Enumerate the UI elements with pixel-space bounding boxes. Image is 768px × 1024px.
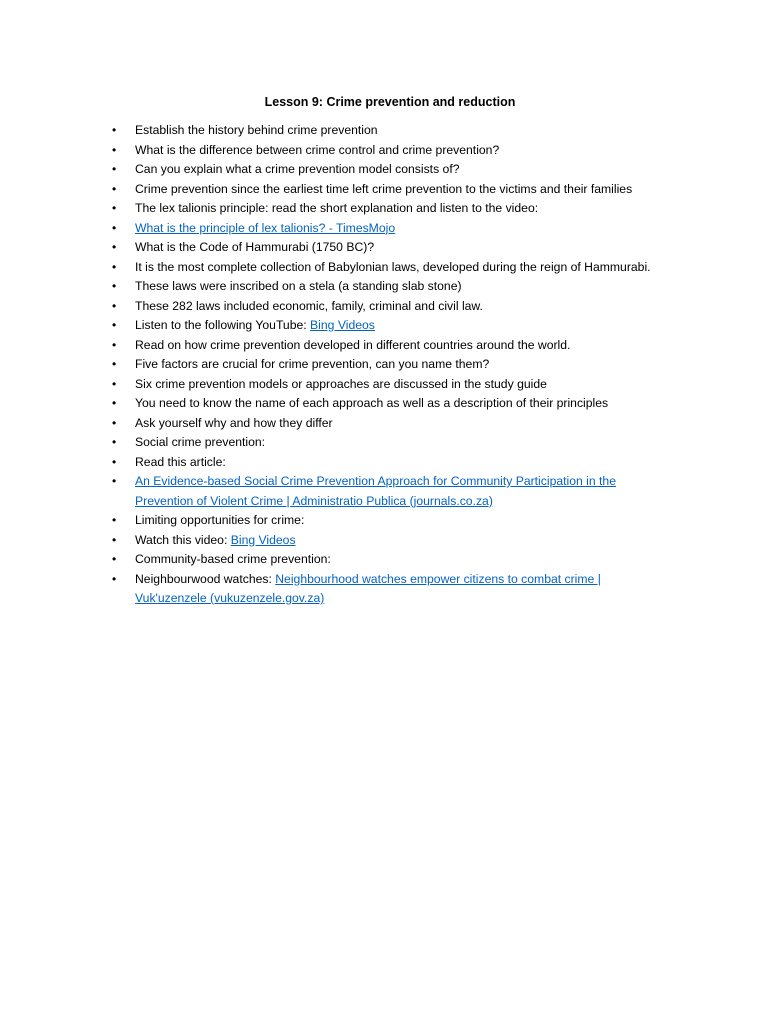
- bullet-icon: •: [112, 240, 117, 254]
- item-text: Neighbourwood watches:: [135, 571, 276, 586]
- bullet-icon: •: [112, 454, 117, 469]
- list-item: [0, 433, 768, 453]
- list-item: [0, 531, 768, 551]
- bullet-icon: •: [112, 318, 117, 332]
- list-item: [0, 355, 768, 375]
- item-text: The lex talionis principle: read the short explanation and listen to the video:: [135, 201, 539, 215]
- list-item: [0, 297, 768, 317]
- link-line-1[interactable]: Neighbourhood watches empower citizens to combat crime |: [275, 571, 601, 586]
- list-item: [0, 550, 768, 570]
- list-item: [0, 160, 768, 180]
- bullet-icon: •: [112, 435, 117, 449]
- item-text: Listen to the following YouTube:: [135, 318, 311, 332]
- bullet-icon: •: [112, 123, 117, 137]
- bullet-icon: •: [112, 162, 117, 176]
- list-item: [0, 414, 768, 434]
- bullet-list: [0, 121, 768, 609]
- item-text: Establish the history behind crime prevention: [135, 123, 378, 137]
- item-text: You need to know the name of each approach as well as a description of their principles: [135, 396, 609, 410]
- bullet-icon: •: [112, 513, 117, 527]
- item-text: What is the Code of Hammurabi (1750 BC)?: [135, 240, 375, 254]
- link-line-2[interactable]: Vuk'uzenzele (vukuzenzele.gov.za): [135, 591, 325, 605]
- list-item: [0, 141, 768, 161]
- bullet-icon: •: [112, 279, 117, 293]
- list-item: [0, 570, 768, 609]
- item-text: Ask yourself why and how they differ: [135, 415, 333, 430]
- bullet-icon: •: [112, 357, 117, 371]
- list-item: [0, 238, 768, 258]
- bullet-icon: •: [112, 337, 117, 352]
- bullet-icon: •: [112, 376, 117, 391]
- lex-talionis-link[interactable]: What is the principle of lex talionis? - TimesMojo: [135, 220, 396, 235]
- item-text: What is the difference between crime control and crime prevention?: [135, 142, 500, 157]
- list-item: [0, 336, 768, 356]
- list-item: [0, 180, 768, 200]
- list-item: [0, 394, 768, 414]
- bullet-icon: •: [112, 181, 117, 196]
- bullet-icon: •: [112, 220, 117, 235]
- list-item: [0, 316, 768, 336]
- bing-videos-link-2[interactable]: Bing Videos: [230, 532, 296, 547]
- list-item: [0, 453, 768, 473]
- item-text: Six crime prevention models or approaches are discussed in the study guide: [135, 376, 547, 391]
- bullet-icon: •: [112, 571, 117, 586]
- bullet-icon: •: [112, 532, 117, 547]
- list-item: [0, 375, 768, 395]
- list-item: [0, 121, 768, 141]
- item-text: Crime prevention since the earliest time left crime prevention to the victims and their families: [135, 181, 633, 196]
- link-line-1[interactable]: An Evidence-based Social Crime Prevention Approach for Community Participation in the: [135, 474, 616, 488]
- bullet-icon: •: [112, 474, 117, 488]
- list-item: [0, 219, 768, 239]
- bullet-icon: •: [112, 415, 117, 430]
- bullet-icon: •: [112, 142, 117, 157]
- item-text: Social crime prevention:: [135, 435, 266, 449]
- link-line-2[interactable]: Prevention of Violent Crime | Administratio Publica (journals.co.za): [135, 493, 493, 508]
- bullet-icon: •: [112, 552, 117, 566]
- list-item: [0, 199, 768, 219]
- item-text: Limiting opportunities for crime:: [135, 513, 305, 527]
- item-text: These laws were inscribed on a stela (a standing slab stone): [135, 279, 462, 293]
- item-text: These 282 laws included economic, family, criminal and civil law.: [135, 298, 483, 313]
- item-text: Community-based crime prevention:: [135, 552, 331, 566]
- bullet-icon: •: [112, 259, 117, 274]
- item-text: It is the most complete collection of Babylonian laws, developed during the reign of Hammurabi.: [135, 259, 651, 274]
- bullet-icon: •: [112, 298, 117, 313]
- list-item: [0, 472, 768, 511]
- item-text: Can you explain what a crime prevention model consists of?: [135, 162, 460, 176]
- item-text: Five factors are crucial for crime prevention, can you name them?: [135, 357, 490, 371]
- list-item: [0, 258, 768, 278]
- item-text: Watch this video:: [135, 532, 231, 547]
- item-text: Read on how crime prevention developed in different countries around the world.: [135, 337, 571, 352]
- list-item: [0, 511, 768, 531]
- item-text: Read this article:: [135, 454, 226, 469]
- bullet-icon: •: [112, 396, 117, 410]
- bing-videos-link[interactable]: Bing Videos: [310, 318, 375, 332]
- bullet-icon: •: [112, 201, 117, 215]
- evidence-based-article-link[interactable]: [135, 474, 616, 508]
- list-item: [0, 277, 768, 297]
- page-title: Lesson 9: Crime prevention and reduction: [264, 95, 516, 109]
